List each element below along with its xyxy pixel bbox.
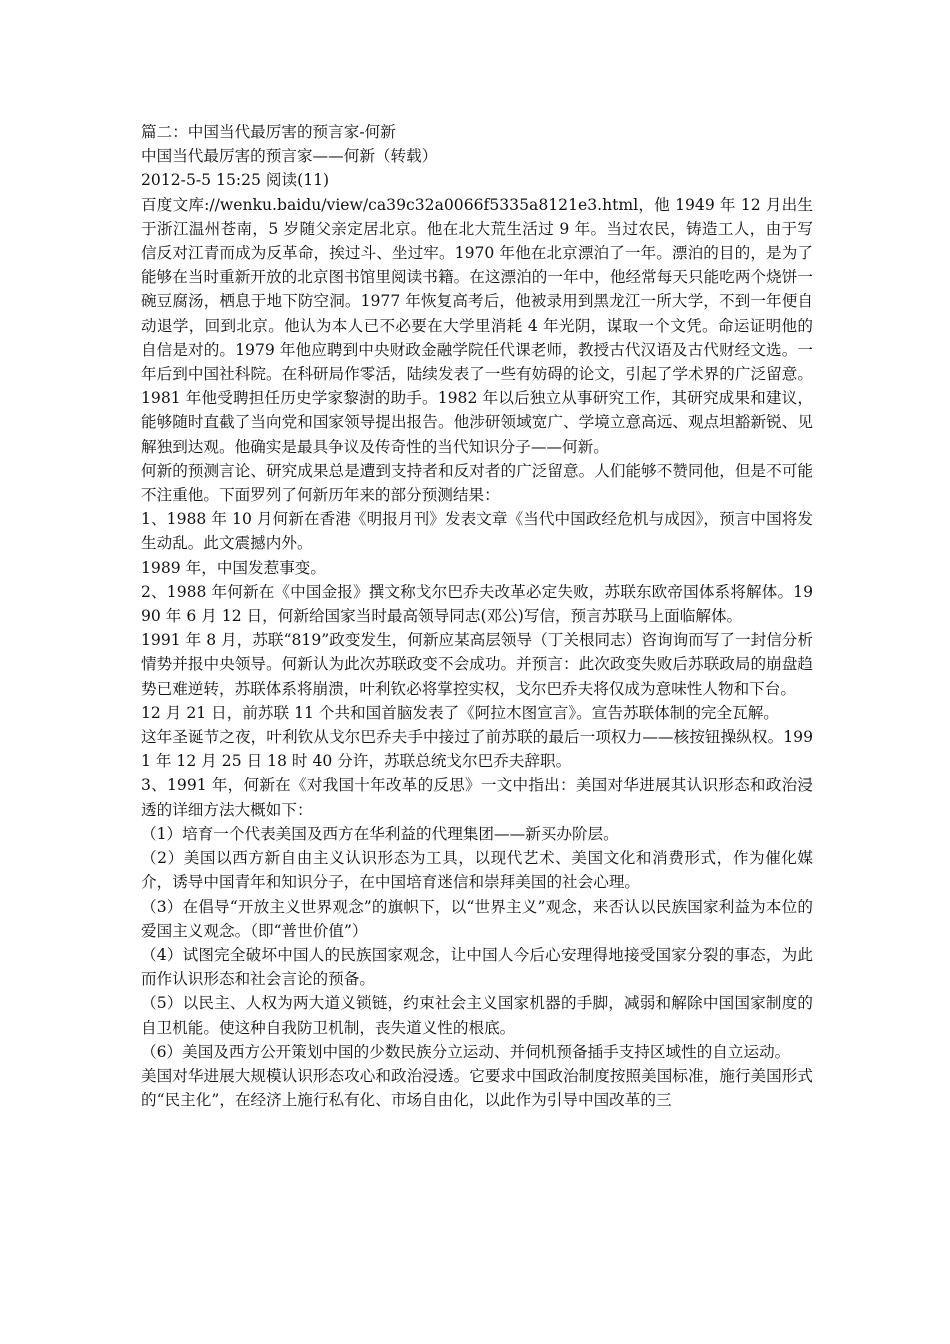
paragraph: 2、1988 年何新在《中国金报》撰文称戈尔巴乔夫改革必定失败，苏联东欧帝国体系将解体。1990 年 6 月 12 日，何新给国家当时最高领导同志(邓公)写信，预言苏联马上面临解体。 [141,582,813,626]
paragraph: 百度文库://wenku.baidu/view/ca39c32a0066f5335a8121e3.html，他 1949 年 12 月出生于浙江温州苍南，5 岁随父亲定居北京。他在北大荒生活过 9 年。当过农民，铸造工人，由于写信反对江青而成为反革命，挨过斗、坐过牢。1970 年他在北京漂泊了一年。漂泊的目的，是为了能够在当时重新开放的北京图书馆里阅读书籍。在这漂泊的一年中，他经常每天只能吃两个烧饼一碗豆腐汤，栖息于地下防空洞。1977 年恢复高考后，他被录用到黑龙江一所大学，不到一年便自动退学，回到北京。他认为本人已不必要在大学里消耗 4 年光阴，谋取一个文凭。命运证明他的自信是对的。1979 年他应聘到中央财政金融学院任代课老师，教授古代汉语及古代财经文选。一年后到中国社科院。在科研局作零活，陆续发表了一些有妨碍的论文，引起了学术界的广泛留意。1981 年他受聘担任历史学家黎澍的助手。1982 年以后独立从事研究工作，其研究成果和建议，能够随时直截了当向党和国家领导提出报告。他涉研领域宽广、学境立意高远、观点坦豁新锐、见解独到达观。他确实是最具争议及传奇性的当代知识分子——何新。 [141,195,813,456]
paragraph: 1、1988 年 10 月何新在香港《明报月刊》发表文章《当代中国政经危机与成因》，预言中国将发生动乱。此文震撼内外。 [141,510,813,553]
paragraph: 美国对华进展大规模认识形态攻心和政治浸透。它要求中国政治制度按照美国标准，施行美国形式的“民主化”，在经济上施行私有化、市场自由化，以此作为引导中国改革的三 [141,1066,813,1110]
paragraph: 1989 年，中国发惹事变。 [141,558,326,577]
article-title: 中国当代最厉害的预言家——何新（转载） [141,147,438,166]
list-item: （1）培育一个代表美国及西方在华利益的代理集团——新买办阶层。 [141,824,619,843]
list-item: （6）美国及西方公开策划中国的少数民族分立运动、并伺机预备插手支持区域性的自立运动。 [141,1042,791,1061]
paragraph: 3、1991 年，何新在《对我国十年改革的反思》一文中指出：美国对华进展其认识形态和政治浸透的详细方法大概如下： [141,776,813,819]
paragraph: 这年圣诞节之夜，叶利钦从戈尔巴乔夫手中接过了前苏联的最后一项权力——核按钮操纵权。1991 年 12 月 25 日 18 时 40 分许，苏联总统戈尔巴乔夫辞职。 [141,728,813,771]
article-meta: 2012-5-5 15:25 阅读(11) [141,171,330,190]
list-item: （5）以民主、人权为两大道义锁链，约束社会主义国家机器的手脚，减弱和解除中国国家制度的自卫机能。使这种自我防卫机制，丧失道义性的根底。 [141,994,813,1037]
list-item: （2）美国以西方新自由主义认识形态为工具，以现代艺术、美国文化和消费形式，作为催化媒介，诱导中国青年和知识分子，在中国培育迷信和崇拜美国的社会心理。 [141,849,813,892]
paragraph: 12 月 21 日，前苏联 11 个共和国首脑发表了《阿拉木图宣言》。宣告苏联体制的完全瓦解。 [141,703,779,722]
list-item: （4）试图完全破坏中国人的民族国家观念，让中国人今后心安理得地接受国家分裂的事态，为此而作认识形态和社会言论的预备。 [141,945,813,989]
document-body [141,120,813,1112]
document-heading: 篇二：中国当代最厉害的预言家-何新 [141,123,396,141]
paragraph: 1991 年 8 月，苏联“819”政变发生，何新应某高层领导（丁关根同志）咨询询而写了一封信分析情势并报中央领导。何新认为此次苏联政变不会成功。并预言：此次政变失败后苏联政局的崩盘趋势已难逆转，苏联体系将崩溃，叶利钦必将掌控实权，戈尔巴乔夫将仅成为意味性人物和下台。 [141,631,813,698]
list-item: （3）在倡导“开放主义世界观念”的旗帜下，以“世界主义”观念，来否认以民族国家利益为本位的爱国主义观念。（即“普世价值”） [141,897,813,940]
paragraph: 何新的预测言论、研究成果总是遭到支持者和反对者的广泛留意。人们能够不赞同他，但是不可能不注重他。下面罗列了何新历年来的部分预测结果： [141,461,813,505]
